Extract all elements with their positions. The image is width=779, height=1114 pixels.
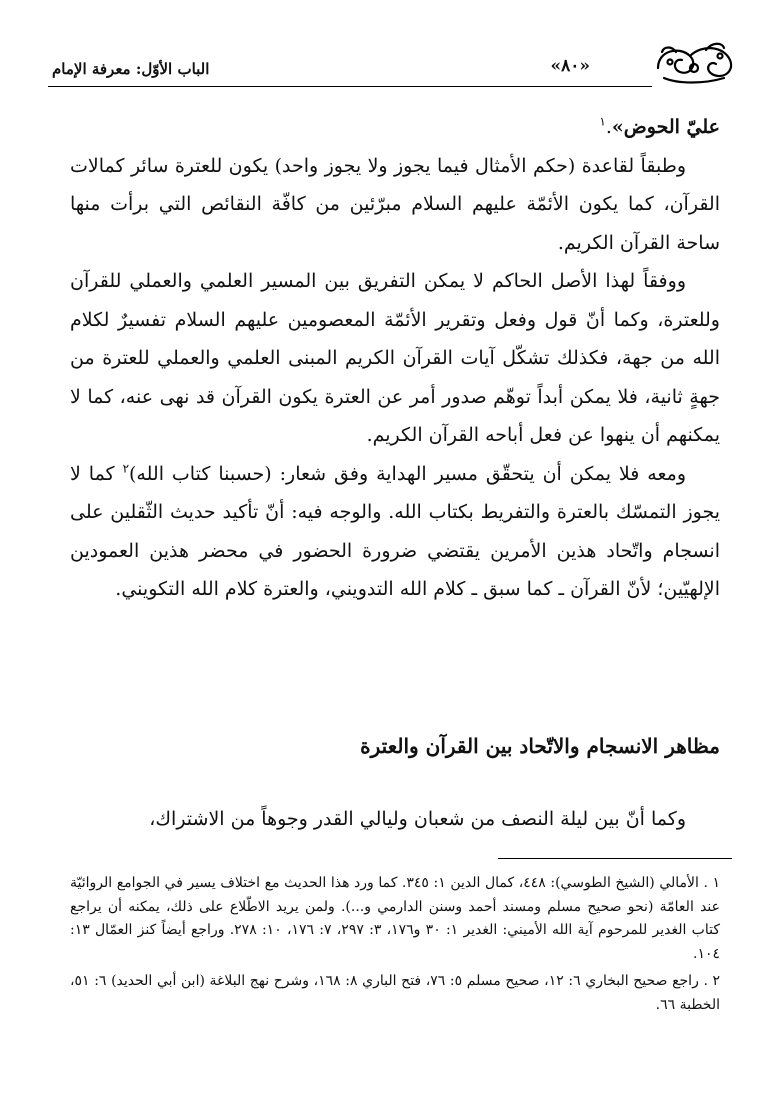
paragraph-3: ووفقاً لهذا الأصل الحاكم لا يمكن التفريق بين المسير العلمي والعملي للقرآن وللعترة، وكما أنّ قول وفعل وتقرير الأئمّة المعصومين عليهم السلام تفسيرٌ لكلام الله من جهة، فكذلك تشكّل آيات القرآن الكريم المبنى العلمي والعملي للعترة من جهةٍ ثانية، فلا يمكن أبداً توهّم صدور أمر عن العترة يكون القرآن قد نهى عنه، كما لا يمكنهم أن ينهوا عن فعل أباحه القرآن الكريم. [70, 270, 720, 446]
footnote-ref-1[interactable]: ١ [599, 114, 606, 129]
footnote-ref-2[interactable]: ٢ [122, 461, 130, 476]
section-heading: مظاهر الانسجام والاتّحاد بين القرآن والعترة [360, 734, 720, 758]
page-number: «٨٠» [550, 56, 590, 76]
main-text [70, 108, 720, 609]
paragraph-4-part1: ومعه فلا يمكن أن يتحقّق مسير الهداية وفق شعار: (حسبنا كتاب الله) [129, 462, 686, 485]
paragraph-4 [70, 455, 720, 609]
page-header [48, 38, 738, 90]
running-title: الباب الأوّل: معرفة الإمام [52, 60, 210, 78]
paragraph-1-end: . [605, 116, 612, 138]
paragraph-5: وكما أنّ بين ليلة النصف من شعبان وليالي القدر وجوهاً من الاشتراك، [149, 808, 686, 830]
footnotes [70, 872, 720, 1021]
footnote-2: ٢ . راجع صحيح البخاري ٦: ١٢، صحيح مسلم ٥: ٧٦، فتح الباري ٨: ١٦٨، وشرح نهج البلاغة (ابن أبي الحديد) ٦: ٥١، الخطبة ٦٦. [70, 973, 721, 1013]
footnote-1: ١ . الأمالي (الشيخ الطوسي): ٤٤٨، كمال الدين ١: ٣٤٥. كما ورد هذا الحديث مع اختلاف يسير في الجوامع الروائيّة عند العامّة (نحو صحيح مسلم ومسند أحمد وسنن الدارمي و...). ولمن يريد الاطّلاع على ذلك، يمكنه أن يراجع كتاب الغدير للمرحوم آية الله الأميني: الغدير ١: ٣٠ و١٧٦، ٣: ٢٩٧، ٧: ١٧٦، ١٠: ٢٧٨. وراجع أيضاً كنز العمّال ١٣: ١٠٤. [70, 875, 721, 962]
quote-end: عليّ الحوض» [611, 116, 720, 138]
paragraph-2: وطبقاً لقاعدة (حكم الأمثال فيما يجوز ولا يجوز واحد) يكون للعترة سائر كمالات القرآن، كما يكون الأئمّة عليهم السلام مبرّئين من كافّة النقائص التي برأت منها ساحة القرآن الكريم. [70, 154, 720, 254]
floral-ornament-icon [650, 38, 738, 86]
header-divider [48, 86, 652, 87]
paragraph-1 [70, 108, 720, 147]
footnote-divider [498, 858, 732, 859]
paragraph-4-part2: كما لا يجوز التمسّك بالعترة والتفريط بكتاب الله. والوجه فيه: أنّ تأكيد حديث الثّقلين على انسجام واتّحاد هذين الأمرين يقتضي ضرورة الحضور في محضر هذين العمودين الإلهيّين؛ لأنّ القرآن ـ كما سبق ـ كلام الله التدويني، والعترة كلام الله التكويني. [70, 462, 720, 600]
